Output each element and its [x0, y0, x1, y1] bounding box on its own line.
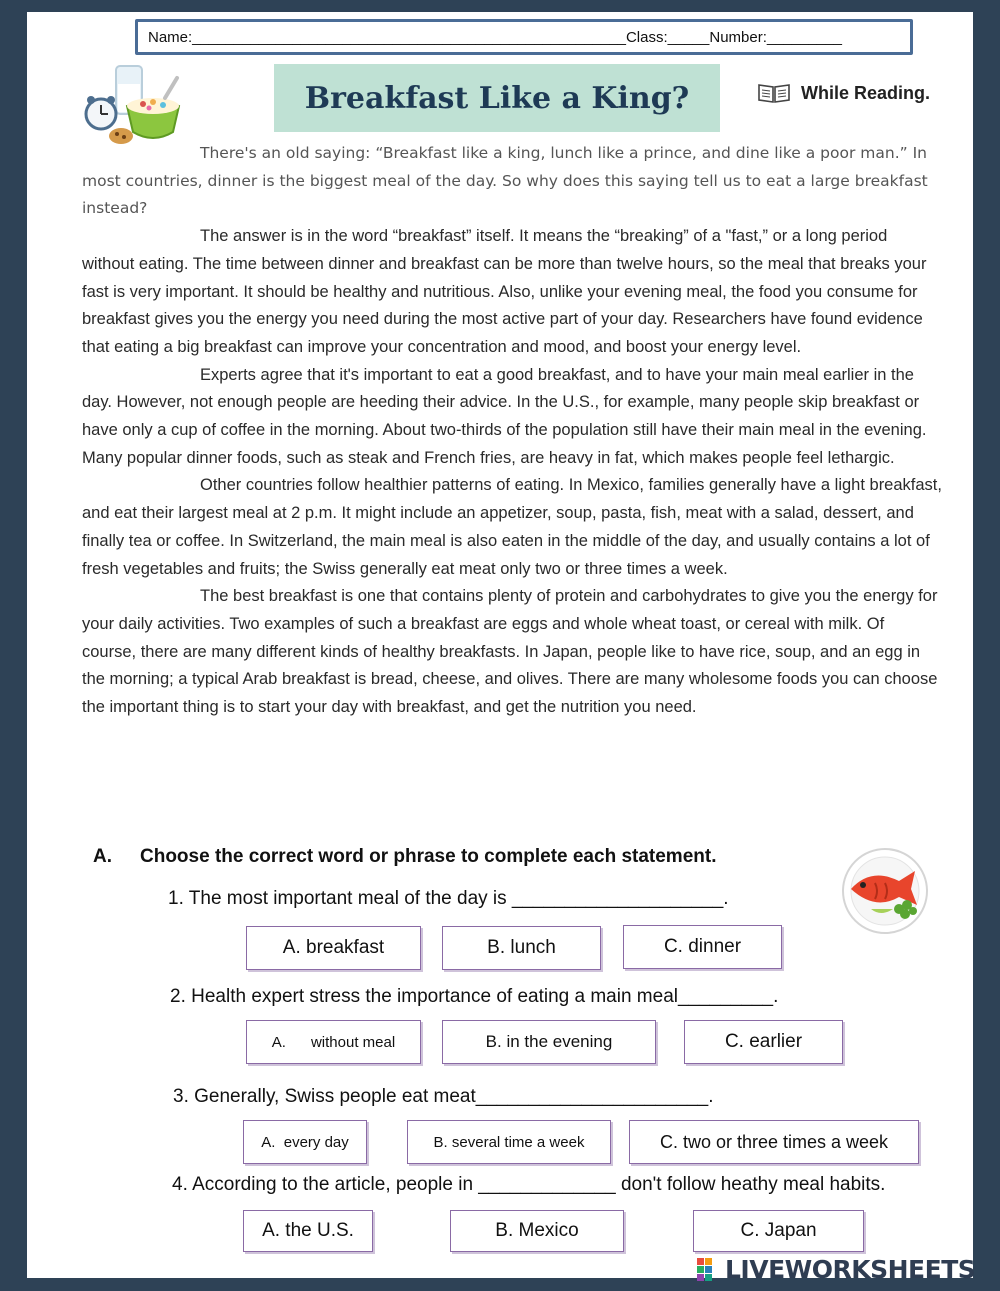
- section-a-heading: [93, 846, 716, 868]
- paragraph-3: Experts agree that it's important to eat a good breakfast, and to have your main meal earlier in the day. However, not enough people are heeding their advice. In the U.S., for example, many people skip breakfast or have only a cup of coffee in the morning. About two-thirds of the population still have their main meal in the evening. Many popular dinner foods, such as steak and French fries, are heavy in fat, which makes people feel lethargic.: [82, 365, 927, 467]
- question-4: 4. According to the article, people in _____________ don't follow heathy meal habits.: [172, 1174, 886, 1195]
- question-1: 1. The most important meal of the day is ____________________.: [168, 888, 729, 909]
- q4-option-b[interactable]: B. Mexico: [450, 1210, 624, 1252]
- section-instruction: Choose the correct word or phrase to complete each statement.: [140, 846, 717, 867]
- reading-passage: [82, 140, 942, 722]
- paragraph-5: The best breakfast is one that contains plenty of protein and carbohydrates to give you the energy for your daily activities. Two examples of such a breakfast are eggs and whole wheat toast, or cereal with milk. Of course, there are many different kinds of healthy breakfasts. In Japan, people like to have rice, soup, and an egg in the morning; a typical Arab breakfast is bread, cheese, and olives. There are many wholesome foods you can choose the important thing is to start your day with breakfast, and get the nutrition you need.: [82, 587, 938, 717]
- q1-option-a[interactable]: A. breakfast: [246, 926, 421, 970]
- q3-option-a[interactable]: A. every day: [243, 1120, 367, 1164]
- q4-option-a[interactable]: A. the U.S.: [243, 1210, 373, 1252]
- breakfast-illustration-icon: [83, 64, 183, 146]
- paragraph-2: The answer is in the word “breakfast” itself. It means the “breaking” of a "fast,” or a long period without eating. The time between dinner and breakfast can be more than twelve hours, so the meal that breaks your fast is very important. It should be healthy and nutritious. Also, unlike your evening meal, the food you consume for breakfast gives you the energy you need during the most active part of your day. Researchers have found evidence that eating a big breakfast can improve your concentration and mood, and boost your energy level.: [82, 227, 927, 356]
- reading-stage: [757, 82, 930, 104]
- question-3: 3. Generally, Swiss people eat meat______________________.: [173, 1086, 714, 1107]
- paragraph-4: Other countries follow healthier patterns of eating. In Mexico, families generally have a light breakfast, and eat their largest meal at 2 p.m. It might include an appetizer, soup, pasta, fish, meat with a salad, dessert, and finally tea or coffee. In Switzerland, the main meal is also eaten in the middle of the day, and usually contains a lot of fresh vegetables and fruits; the Swiss generally eat meat only two or three times a week.: [82, 476, 942, 578]
- q2-option-c[interactable]: C. earlier: [684, 1020, 843, 1064]
- student-info-fields[interactable]: Name:____________________________________________________Class:_____Number:_________: [148, 28, 842, 46]
- fish-plate-icon: [841, 847, 929, 935]
- q3-option-b[interactable]: B. several time a week: [407, 1120, 611, 1164]
- open-book-icon: [757, 82, 791, 104]
- q1-option-c[interactable]: C. dinner: [623, 925, 782, 969]
- q4-option-c[interactable]: C. Japan: [693, 1210, 864, 1252]
- section-letter: A.: [93, 846, 112, 867]
- stage-label: While Reading.: [801, 82, 931, 103]
- worksheet-title-banner: [274, 64, 720, 132]
- liveworksheets-logo-icon: [696, 1257, 722, 1283]
- watermark-text: LIVEWORKSHEETS: [725, 1255, 976, 1284]
- worksheet-title: Breakfast Like a King?: [304, 80, 690, 116]
- q2-option-b[interactable]: B. in the evening: [442, 1020, 656, 1064]
- question-2: 2. Health expert stress the importance of eating a main meal_________.: [170, 986, 779, 1007]
- worksheet-page: [27, 12, 973, 1278]
- student-info-header: [135, 19, 913, 55]
- liveworksheets-watermark: [696, 1255, 975, 1284]
- q3-option-c[interactable]: C. two or three times a week: [629, 1120, 919, 1164]
- paragraph-1: There's an old saying: “Breakfast like a king, lunch like a prince, and dine like a poor man.” In most countries, dinner is the biggest meal of the day. So why does this saying tell us to eat a large breakfast instead?: [82, 144, 928, 218]
- q2-option-a[interactable]: A. without meal: [246, 1020, 421, 1064]
- q1-option-b[interactable]: B. lunch: [442, 926, 601, 970]
